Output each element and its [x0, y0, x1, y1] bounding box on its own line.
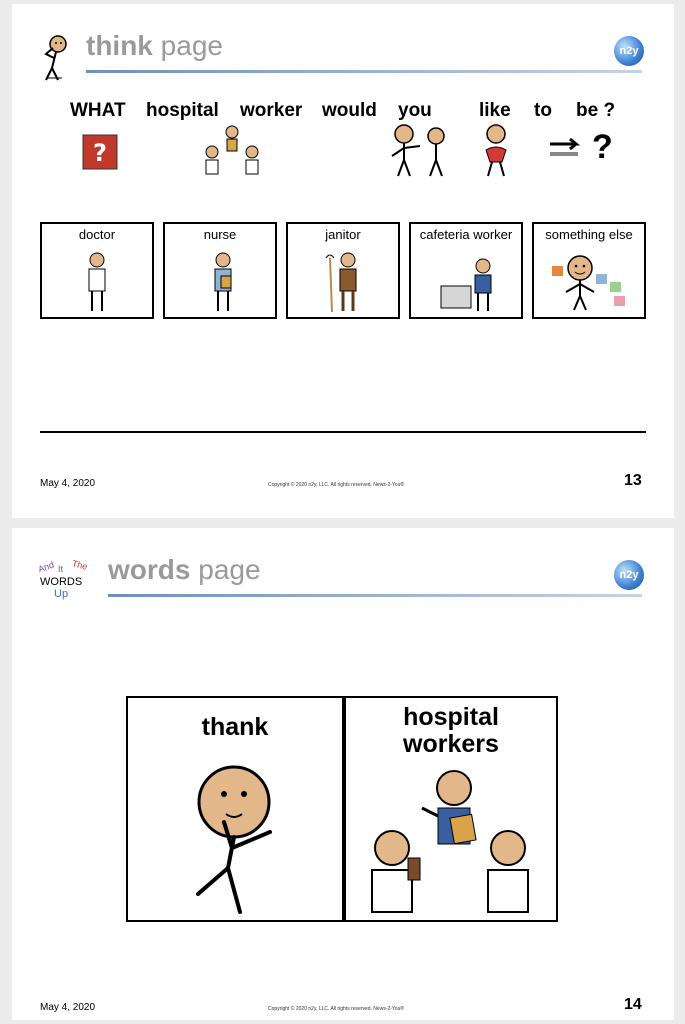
janitor-icon	[288, 224, 398, 317]
sentence-word-would: would	[322, 100, 377, 121]
think-page	[12, 4, 674, 518]
page-title-light: page	[198, 554, 261, 585]
two-people-icon	[384, 122, 456, 178]
choice-label: doctor	[78, 227, 116, 242]
word-card-thank[interactable]	[126, 696, 344, 922]
choice-label: cafeteria worker	[419, 227, 513, 242]
header-divider	[86, 70, 642, 73]
sentence-word-hospital: hospital	[146, 100, 219, 121]
choice-cafeteria-worker[interactable]	[409, 222, 523, 319]
hospital-workers-small-icon	[200, 122, 264, 178]
choice-nurse[interactable]	[163, 222, 277, 319]
logo-word-the: The	[70, 558, 89, 572]
sentence-word-to: to	[534, 100, 552, 121]
thank-icon	[128, 698, 342, 920]
choice-something-else[interactable]	[532, 222, 646, 319]
page-number: 14	[624, 996, 642, 1013]
page-number: 13	[624, 472, 642, 489]
footer-date: May 4, 2020	[40, 478, 96, 489]
question-box-icon	[82, 134, 118, 170]
person-with-heart-icon	[476, 122, 516, 178]
page-title	[108, 554, 261, 586]
word-card-hospital-workers[interactable]	[344, 696, 558, 922]
n2y-logo-icon: n2y	[614, 36, 644, 66]
nurse-icon	[165, 224, 275, 317]
sentence-word-what: WHAT	[70, 100, 126, 121]
page-title	[86, 30, 223, 62]
header-divider	[108, 594, 642, 597]
footer-date: May 4, 2020	[40, 1002, 96, 1013]
choice-doctor[interactable]	[40, 222, 154, 319]
write-line	[40, 431, 646, 433]
choice-janitor[interactable]	[286, 222, 400, 319]
thinking-person-icon	[38, 32, 74, 82]
n2y-logo-icon: n2y	[614, 560, 644, 590]
choice-label: janitor	[325, 227, 361, 242]
sentence-word-be: be ?	[576, 100, 616, 121]
svg-text:?: ?	[93, 139, 107, 167]
logo-word-and: And	[36, 559, 56, 575]
and-the-words-up-logo	[36, 556, 96, 606]
logo-word-up: Up	[54, 588, 69, 600]
word-card-label: thank	[201, 713, 269, 741]
footer-copyright: Copyright © 2020 n2y, LLC. All rights reserved. News-2-You®	[268, 482, 405, 488]
logo-word-it: It	[58, 564, 64, 574]
hospital-workers-icon	[346, 698, 556, 920]
page-title-bold: words	[108, 554, 191, 585]
word-card-label: hospital workers	[403, 703, 499, 758]
sentence-word-worker: worker	[240, 100, 303, 121]
choice-label: nurse	[203, 227, 237, 242]
cafeteria-worker-icon	[411, 224, 521, 317]
something-else-icon	[534, 224, 644, 317]
page-title-light: page	[160, 30, 223, 61]
logo-word-words: WORDS	[40, 576, 83, 588]
page-title-bold: think	[86, 30, 153, 61]
footer-copyright: Copyright © 2020 n2y, LLC. All rights reserved. News-2-You®	[268, 1006, 405, 1012]
sentence-word-like: like	[479, 100, 511, 121]
equals-arrow-icon	[548, 138, 584, 160]
choice-label: something else	[545, 227, 633, 242]
final-question-mark: ?	[592, 128, 613, 166]
words-page	[12, 528, 674, 1020]
doctor-icon	[42, 224, 152, 317]
sentence-word-you: you	[398, 100, 432, 121]
